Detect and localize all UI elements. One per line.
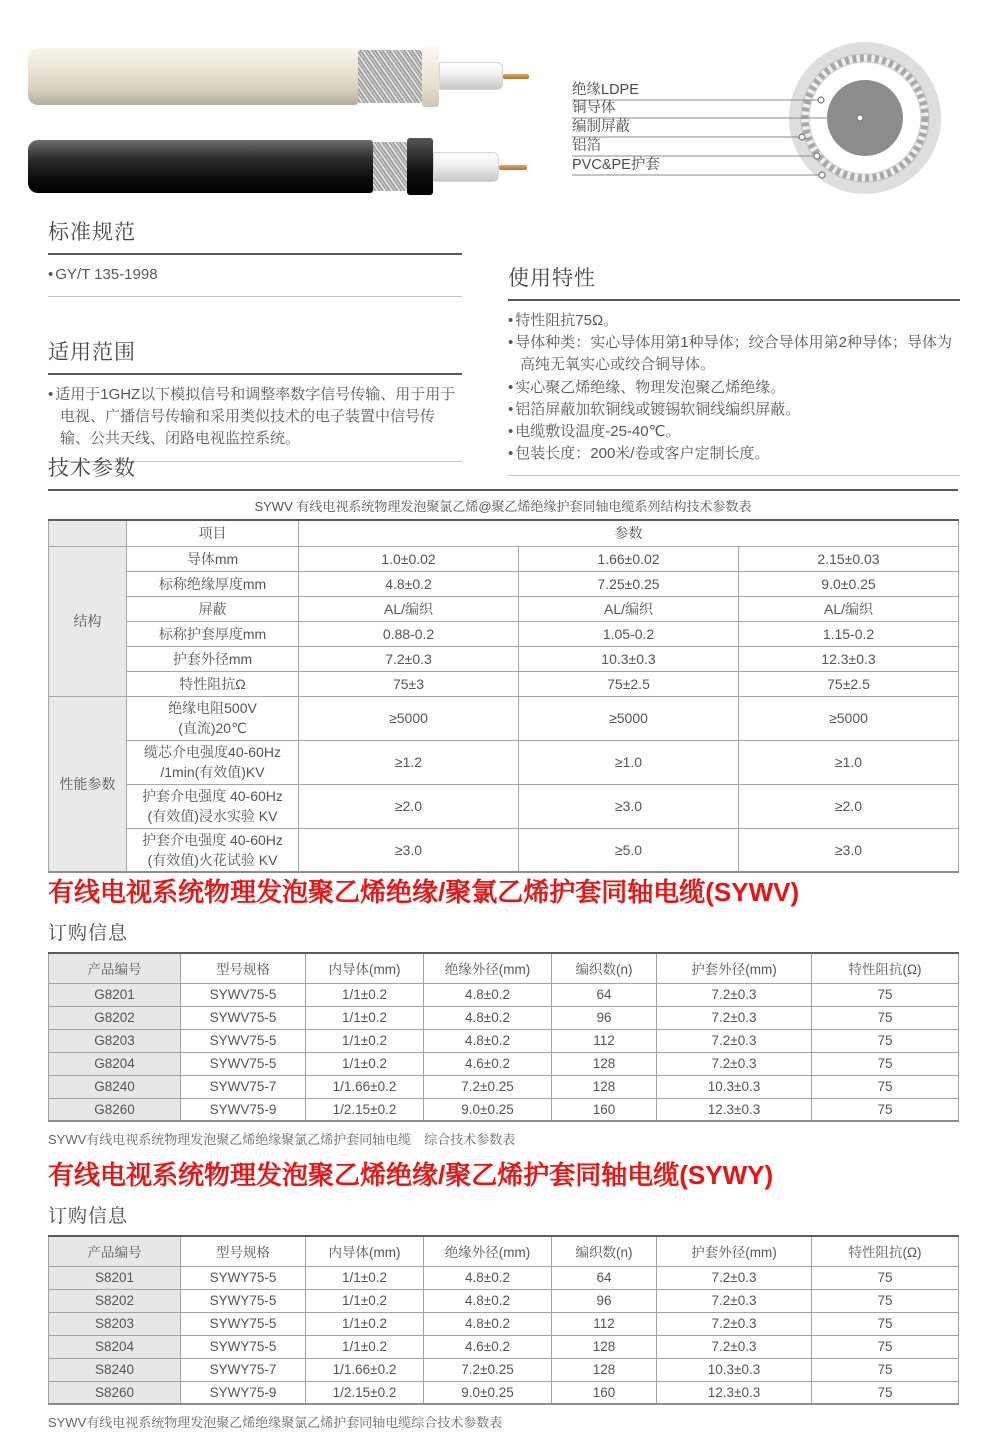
order-row	[49, 1312, 959, 1335]
order-value-cell: 10.3±0.3	[657, 1358, 812, 1381]
order-value-cell: 1/1±0.2	[306, 1266, 424, 1289]
order-table-sywv	[48, 952, 959, 1122]
order-value-cell: SYWY75-5	[181, 1335, 306, 1358]
order-value-cell: 7.2±0.3	[657, 1052, 812, 1075]
order-value-cell: 9.0±0.25	[424, 1098, 552, 1121]
product-code-cell: G8260	[49, 1098, 181, 1121]
order-column-header: 产品编号	[49, 1236, 181, 1266]
tech-value-cell: 1.05-0.2	[519, 621, 739, 646]
tech-row	[49, 571, 959, 596]
section-usage	[508, 262, 960, 476]
tech-item-label: 特性阻抗Ω	[127, 671, 299, 696]
order-value-cell: 7.2±0.3	[657, 983, 812, 1006]
order-column-header: 绝缘外径(mm)	[424, 953, 552, 983]
diagram-label-braid-shield: 编制屏蔽	[572, 119, 630, 135]
order-row	[49, 1075, 959, 1098]
tech-row	[49, 596, 959, 621]
tech-value-cell: 75±3	[299, 671, 519, 696]
tech-value-cell: 10.3±0.3	[519, 646, 739, 671]
tech-row	[49, 546, 959, 571]
black-cable-photo	[28, 140, 533, 193]
tech-value-cell: ≥3.0	[739, 828, 959, 872]
order-column-header: 型号规格	[181, 953, 306, 983]
tech-item-label: 标称绝缘厚度mm	[127, 571, 299, 596]
order-value-cell: 128	[552, 1052, 657, 1075]
product-code-cell: G8203	[49, 1029, 181, 1052]
tech-value-cell: ≥3.0	[519, 784, 739, 828]
order-value-cell: 1/1±0.2	[306, 983, 424, 1006]
tech-table-caption: SYWV 有线电视系统物理发泡聚氯乙烯@聚乙烯绝缘护套同轴电缆系列结构技术参数表	[254, 499, 752, 514]
section-usage-title: 使用特性	[508, 267, 596, 290]
product-code-cell: G8201	[49, 983, 181, 1006]
order-value-cell: 7.2±0.3	[657, 1006, 812, 1029]
section-rule	[48, 489, 958, 491]
order-value-cell: 1/1±0.2	[306, 1289, 424, 1312]
order-value-cell: SYWY75-5	[181, 1289, 306, 1312]
tech-value-cell: ≥5000	[519, 696, 739, 740]
product-section-sywy	[48, 1155, 958, 1431]
order-header-row	[49, 1236, 959, 1266]
tech-item-label: 绝缘电阻500V (直流)20℃	[127, 696, 299, 740]
tech-value-cell: ≥1.2	[299, 740, 519, 784]
order-value-cell: 75	[812, 1006, 959, 1029]
tech-item-label: 屏蔽	[127, 596, 299, 621]
section-scope	[48, 336, 462, 462]
order-info-title: 订购信息	[48, 923, 129, 944]
order-value-cell: 160	[552, 1098, 657, 1121]
order-value-cell: 4.8±0.2	[424, 1006, 552, 1029]
order-value-cell: 75	[812, 1052, 959, 1075]
product-code-cell: S8204	[49, 1335, 181, 1358]
section-scope-title: 适用范围	[48, 341, 136, 364]
order-value-cell: 75	[812, 1335, 959, 1358]
tech-group-label: 结构	[49, 546, 127, 696]
order-value-cell: 1/1.66±0.2	[306, 1075, 424, 1098]
section-standard-title: 标准规范	[48, 221, 136, 244]
order-column-header: 护套外径(mm)	[657, 1236, 812, 1266]
tech-value-cell: ≥2.0	[739, 784, 959, 828]
table-footnote: SYWV有线电视系统物理发泡聚乙烯绝缘聚氯乙烯护套同轴电缆综合技术参数表	[48, 1415, 503, 1430]
white-cable-copper-core	[503, 74, 529, 79]
order-value-cell: SYWV75-5	[181, 1006, 306, 1029]
tech-row	[49, 740, 959, 784]
white-cable-dielectric	[439, 62, 503, 90]
order-value-cell: SYWV75-5	[181, 1029, 306, 1052]
tech-value-cell: 75±2.5	[519, 671, 739, 696]
tech-param-header: 参数	[299, 520, 959, 546]
bullet-item: • 电缆敷设温度-25-40℃。	[508, 421, 960, 443]
order-value-cell: 128	[552, 1358, 657, 1381]
product-code-cell: G8204	[49, 1052, 181, 1075]
white-cable-braid	[358, 50, 422, 103]
section-tech-params	[48, 452, 958, 873]
product-section-sywv	[48, 872, 958, 1148]
order-value-cell: 7.2±0.3	[657, 1029, 812, 1052]
product-heading-sywv: 有线电视系统物理发泡聚乙烯绝缘/聚氯乙烯护套同轴电缆(SYWV)	[48, 877, 800, 907]
product-code-cell: G8202	[49, 1006, 181, 1029]
order-value-cell: 64	[552, 1266, 657, 1289]
order-value-cell: 7.2±0.3	[657, 1289, 812, 1312]
order-value-cell: 7.2±0.3	[657, 1312, 812, 1335]
order-column-header: 编织数(n)	[552, 953, 657, 983]
order-value-cell: SYWV75-7	[181, 1075, 306, 1098]
order-row	[49, 1335, 959, 1358]
order-value-cell: 4.8±0.2	[424, 1266, 552, 1289]
tech-value-cell: 2.15±0.03	[739, 546, 959, 571]
order-value-cell: 75	[812, 1289, 959, 1312]
order-value-cell: SYWY75-9	[181, 1381, 306, 1404]
tech-value-cell: 1.66±0.02	[519, 546, 739, 571]
diagram-label-insulation: 绝缘LDPE	[572, 82, 639, 98]
order-value-cell: 75	[812, 983, 959, 1006]
order-value-cell: 1/2.15±0.2	[306, 1381, 424, 1404]
diagram-label-aluminum-foil: 铝箔	[572, 138, 601, 154]
order-header-row	[49, 953, 959, 983]
leader-marker	[814, 153, 820, 159]
order-table-sywy	[48, 1235, 959, 1405]
order-value-cell: 75	[812, 1381, 959, 1404]
tech-params-table	[48, 519, 959, 873]
bullet-item: • 导体种类：实心导体用第1种导体；绞合导体用第2种导体；导体为高纯无氧实心或绞合铜导体。	[508, 332, 960, 376]
usage-items	[508, 301, 960, 475]
bullet-item: • 铝箔屏蔽加软铜线或镀锡软铜线编织屏蔽。	[508, 399, 960, 421]
order-value-cell: 75	[812, 1266, 959, 1289]
cross-section-diagram	[545, 28, 1000, 228]
order-value-cell: 4.8±0.2	[424, 983, 552, 1006]
order-value-cell: 1/1.66±0.2	[306, 1358, 424, 1381]
bullet-item: • 适用于1GHZ以下模拟信号和调整率数字信号传输、用于用于电视、广播信号传输和采用类似技术的电子装置中信号传输、公共天线、闭路电视监控系统。	[48, 384, 462, 451]
order-column-header: 编织数(n)	[552, 1236, 657, 1266]
order-row	[49, 983, 959, 1006]
bullet-item: • GY/T 135-1998	[48, 264, 462, 286]
black-cable-jacket	[28, 140, 373, 193]
order-value-cell: SYWV75-5	[181, 1052, 306, 1075]
tech-row	[49, 621, 959, 646]
order-value-cell: 128	[552, 1075, 657, 1098]
order-value-cell: 4.6±0.2	[424, 1335, 552, 1358]
bullet-item: • 包装长度：200米/卷或客户定制长度。	[508, 443, 960, 465]
order-value-cell: 7.2±0.3	[657, 1335, 812, 1358]
tech-value-cell: ≥1.0	[739, 740, 959, 784]
black-cable-collar	[407, 138, 433, 195]
order-value-cell: 1/1±0.2	[306, 1006, 424, 1029]
tech-value-cell: ≥5.0	[519, 828, 739, 872]
order-value-cell: 112	[552, 1312, 657, 1335]
leader-marker	[819, 172, 825, 178]
order-value-cell: SYWV75-9	[181, 1098, 306, 1121]
tech-corner-cell	[49, 520, 127, 546]
order-column-header: 特性阻抗(Ω)	[812, 1236, 959, 1266]
order-value-cell: 4.6±0.2	[424, 1052, 552, 1075]
tech-value-cell: 1.15-0.2	[739, 621, 959, 646]
tech-value-cell: AL/编织	[519, 596, 739, 621]
order-value-cell: SYWY75-5	[181, 1266, 306, 1289]
order-value-cell: 75	[812, 1098, 959, 1121]
tech-item-label: 护套介电强度 40-60Hz (有效值)浸水实验 KV	[127, 784, 299, 828]
order-value-cell: 75	[812, 1312, 959, 1335]
order-row	[49, 1098, 959, 1121]
order-value-cell: 96	[552, 1006, 657, 1029]
leader-marker	[818, 97, 824, 103]
order-column-header: 内导体(mm)	[306, 1236, 424, 1266]
scope-items	[48, 375, 462, 461]
order-value-cell: 75	[812, 1029, 959, 1052]
order-info-title: 订购信息	[48, 1206, 129, 1227]
tech-value-cell: 0.88-0.2	[299, 621, 519, 646]
order-value-cell: 96	[552, 1289, 657, 1312]
order-value-cell: 75	[812, 1358, 959, 1381]
tech-value-cell: AL/编织	[299, 596, 519, 621]
order-value-cell: 12.3±0.3	[657, 1098, 812, 1121]
tech-value-cell: ≥3.0	[299, 828, 519, 872]
tech-value-cell: ≥5000	[739, 696, 959, 740]
order-value-cell: SYWY75-7	[181, 1358, 306, 1381]
tech-value-cell: 12.3±0.3	[739, 646, 959, 671]
tech-row	[49, 671, 959, 696]
tech-row	[49, 828, 959, 872]
order-value-cell: 128	[552, 1335, 657, 1358]
order-value-cell: 1/1±0.2	[306, 1335, 424, 1358]
order-value-cell: 1/1±0.2	[306, 1029, 424, 1052]
bullet-item: • 实心聚乙烯绝缘、物理发泡聚乙烯绝缘。	[508, 377, 960, 399]
tech-value-cell: 9.0±0.25	[739, 571, 959, 596]
product-code-cell: G8240	[49, 1075, 181, 1098]
tech-item-label: 护套介电强度 40-60Hz (有效值)火花试验 KV	[127, 828, 299, 872]
tech-item-label: 缆芯介电强度40-60Hz /1min(有效值)KV	[127, 740, 299, 784]
order-row	[49, 1266, 959, 1289]
product-code-cell: S8260	[49, 1381, 181, 1404]
tech-value-cell: AL/编织	[739, 596, 959, 621]
black-cable-dielectric	[433, 152, 499, 182]
product-heading-sywy: 有线电视系统物理发泡聚乙烯绝缘/聚乙烯护套同轴电缆(SYWY)	[48, 1160, 774, 1190]
order-value-cell: SYWY75-5	[181, 1312, 306, 1335]
order-value-cell: 1/1±0.2	[306, 1052, 424, 1075]
order-value-cell: 4.8±0.2	[424, 1289, 552, 1312]
order-column-header: 护套外径(mm)	[657, 953, 812, 983]
section-tech-title: 技术参数	[48, 457, 136, 480]
order-value-cell: 7.2±0.25	[424, 1075, 552, 1098]
order-row	[49, 1029, 959, 1052]
order-column-header: 产品编号	[49, 953, 181, 983]
standard-items	[48, 255, 462, 296]
tech-value-cell: 75±2.5	[739, 671, 959, 696]
tech-row	[49, 696, 959, 740]
order-value-cell: 64	[552, 983, 657, 1006]
order-value-cell: 4.8±0.2	[424, 1312, 552, 1335]
tech-value-cell: 7.2±0.3	[299, 646, 519, 671]
order-value-cell: SYWV75-5	[181, 983, 306, 1006]
order-value-cell: 7.2±0.25	[424, 1358, 552, 1381]
product-code-cell: S8240	[49, 1358, 181, 1381]
tech-value-cell: ≥2.0	[299, 784, 519, 828]
order-value-cell: 75	[812, 1075, 959, 1098]
tech-header-row	[49, 520, 959, 546]
thin-divider	[48, 296, 462, 297]
diagram-label-conductor: 铜导体	[572, 100, 616, 116]
diagram-label-sheath: PVC&PE护套	[572, 157, 660, 173]
order-value-cell: 10.3±0.3	[657, 1075, 812, 1098]
order-row	[49, 1289, 959, 1312]
tech-value-cell: ≥1.0	[519, 740, 739, 784]
tech-value-cell: 7.25±0.25	[519, 571, 739, 596]
black-cable-copper-core	[499, 165, 527, 170]
order-value-cell: 9.0±0.25	[424, 1381, 552, 1404]
order-row	[49, 1381, 959, 1404]
order-value-cell: 4.8±0.2	[424, 1029, 552, 1052]
bullet-item: • 特性阻抗75Ω。	[508, 310, 960, 332]
tech-item-label: 标称护套厚度mm	[127, 621, 299, 646]
order-column-header: 绝缘外径(mm)	[424, 1236, 552, 1266]
product-code-cell: S8203	[49, 1312, 181, 1335]
section-standard	[48, 216, 462, 297]
order-column-header: 型号规格	[181, 1236, 306, 1266]
product-code-cell: S8202	[49, 1289, 181, 1312]
tech-value-cell: 4.8±0.2	[299, 571, 519, 596]
white-cable-photo	[28, 48, 533, 105]
tech-value-cell: 1.0±0.02	[299, 546, 519, 571]
leader-marker	[799, 134, 805, 140]
order-value-cell: 7.2±0.3	[657, 1266, 812, 1289]
tech-row	[49, 784, 959, 828]
order-value-cell: 160	[552, 1381, 657, 1404]
black-cable-braid	[373, 142, 407, 191]
order-row	[49, 1052, 959, 1075]
product-code-cell: S8201	[49, 1266, 181, 1289]
white-cable-jacket	[28, 48, 358, 105]
order-value-cell: 1/1±0.2	[306, 1312, 424, 1335]
tech-item-label: 导体mm	[127, 546, 299, 571]
tech-group-label: 性能参数	[49, 696, 127, 872]
tech-row	[49, 646, 959, 671]
order-value-cell: 112	[552, 1029, 657, 1052]
order-column-header: 内导体(mm)	[306, 953, 424, 983]
cable-photos	[28, 40, 533, 210]
tech-item-label: 护套外径mm	[127, 646, 299, 671]
order-value-cell: 1/2.15±0.2	[306, 1098, 424, 1121]
white-cable-collar	[422, 46, 439, 107]
order-column-header: 特性阻抗(Ω)	[812, 953, 959, 983]
leader-marker	[857, 115, 863, 121]
table-footnote: SYWV有线电视系统物理发泡聚乙烯绝缘聚氯乙烯护套同轴电缆 综合技术参数表	[48, 1132, 516, 1147]
order-row	[49, 1358, 959, 1381]
order-row	[49, 1006, 959, 1029]
order-value-cell: 12.3±0.3	[657, 1381, 812, 1404]
tech-item-header: 项目	[127, 520, 299, 546]
tech-value-cell: ≥5000	[299, 696, 519, 740]
